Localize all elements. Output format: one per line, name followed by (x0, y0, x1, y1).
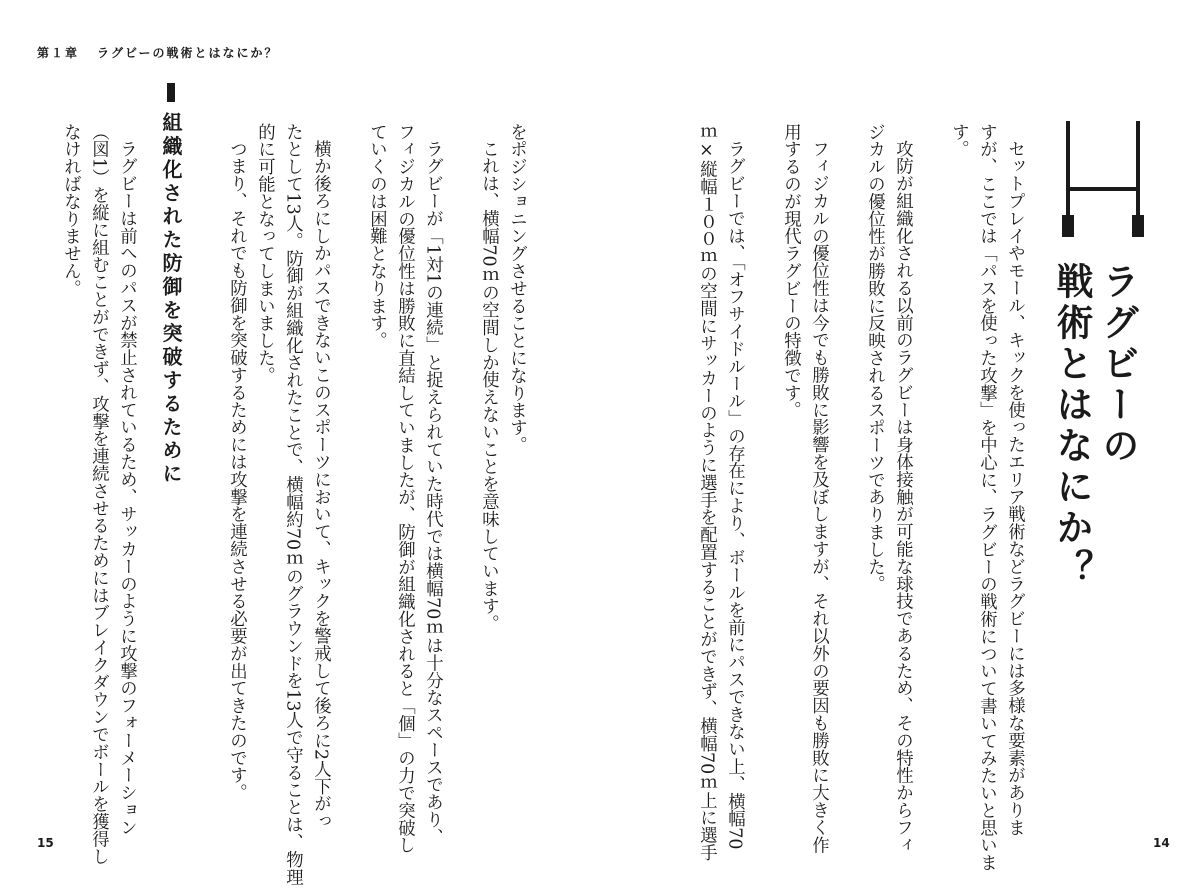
body-line: フィジカルの優位性は勝敗に直結していましたが、防御が組織化されると「個」の力で突破し (394, 123, 415, 854)
body-line: つまり、それでも防御を突破するためには攻撃を連続させる必要が出てきたのです。 (226, 140, 247, 802)
section-subheading: 組織化された防御を突破するために (159, 112, 183, 487)
body-line: すが、ここでは「パスを使った攻撃」を中心に、ラグビーの戦術について書いてみたいと思いま (976, 123, 997, 872)
body-line: 用するのが現代ラグビーの特徴です。 (780, 123, 801, 419)
page-number-right: 14 (1153, 836, 1170, 850)
body-line: （図1）を縦に組むことができず、攻撃を連続させるためにはブレイクダウンでボールを獲得し (88, 123, 109, 865)
body-line: ラグビーが「1対1の連続」と捉えられていた時代では横幅70ｍは十分なスペースであり、 (422, 140, 443, 846)
body-line: なければなりません。 (60, 123, 81, 297)
body-line: ていくのは困難となります。 (366, 123, 387, 350)
body-line: ｍ×縦幅１００ｍの空間にサッカーのように選手を配置することができず、横幅70ｍ上に選手 (696, 123, 717, 862)
body-line: 的に可能となってしまいました。 (254, 123, 275, 384)
body-line: たとして13人。防御が組織化されたことで、横幅約70ｍのグラウンドを13人で守ることは、物理 (282, 123, 303, 886)
body-line: これは、横幅70ｍの空間しか使えないことを意味しています。 (478, 140, 499, 633)
body-line: フィジカルの優位性は今でも勝敗に影響を及ぼしますが、それ以外の要因も勝敗に大きく作 (808, 140, 829, 854)
body-line: 攻防が組織化される以前のラグビーは身体接触が可能な球技であるため、その特性からフィ (892, 140, 913, 854)
body-line: 横か後ろにしかパスできないこのスポーツにおいて、キックを警戒して後ろに2人下がっ (310, 140, 331, 831)
body-line: ラグビーでは、「オフサイドルール」の存在により、ボールを前にパスできない上、横幅70 (724, 140, 745, 850)
subheading-marker (167, 83, 175, 102)
chapter-title-line-1: ラグビーの (1096, 262, 1139, 467)
chapter-title: ラグビーの戦術とはなにか？ (97, 46, 279, 60)
body-line: ジカルの優位性が勝敗に反映されるスポーツでありました。 (864, 123, 885, 593)
body-line: セットプレイやモール、キックを使ったエリア戦術などラグビーには多様な要素がありま (1004, 140, 1025, 837)
running-head (37, 44, 279, 61)
chapter-number: 第１章 (37, 46, 80, 60)
body-line: ラグビーは前へのパスが禁止されているため、サッカーのように攻撃のフォーメーション (116, 140, 137, 837)
chapter-title-line-2: 戦術とはなにか？ (1050, 262, 1093, 590)
rugby-goalpost-icon (1058, 121, 1148, 239)
body-line: す。 (948, 123, 969, 158)
body-line: をポジショニングさせることになります。 (506, 123, 527, 454)
page-number-left: 15 (37, 836, 54, 850)
